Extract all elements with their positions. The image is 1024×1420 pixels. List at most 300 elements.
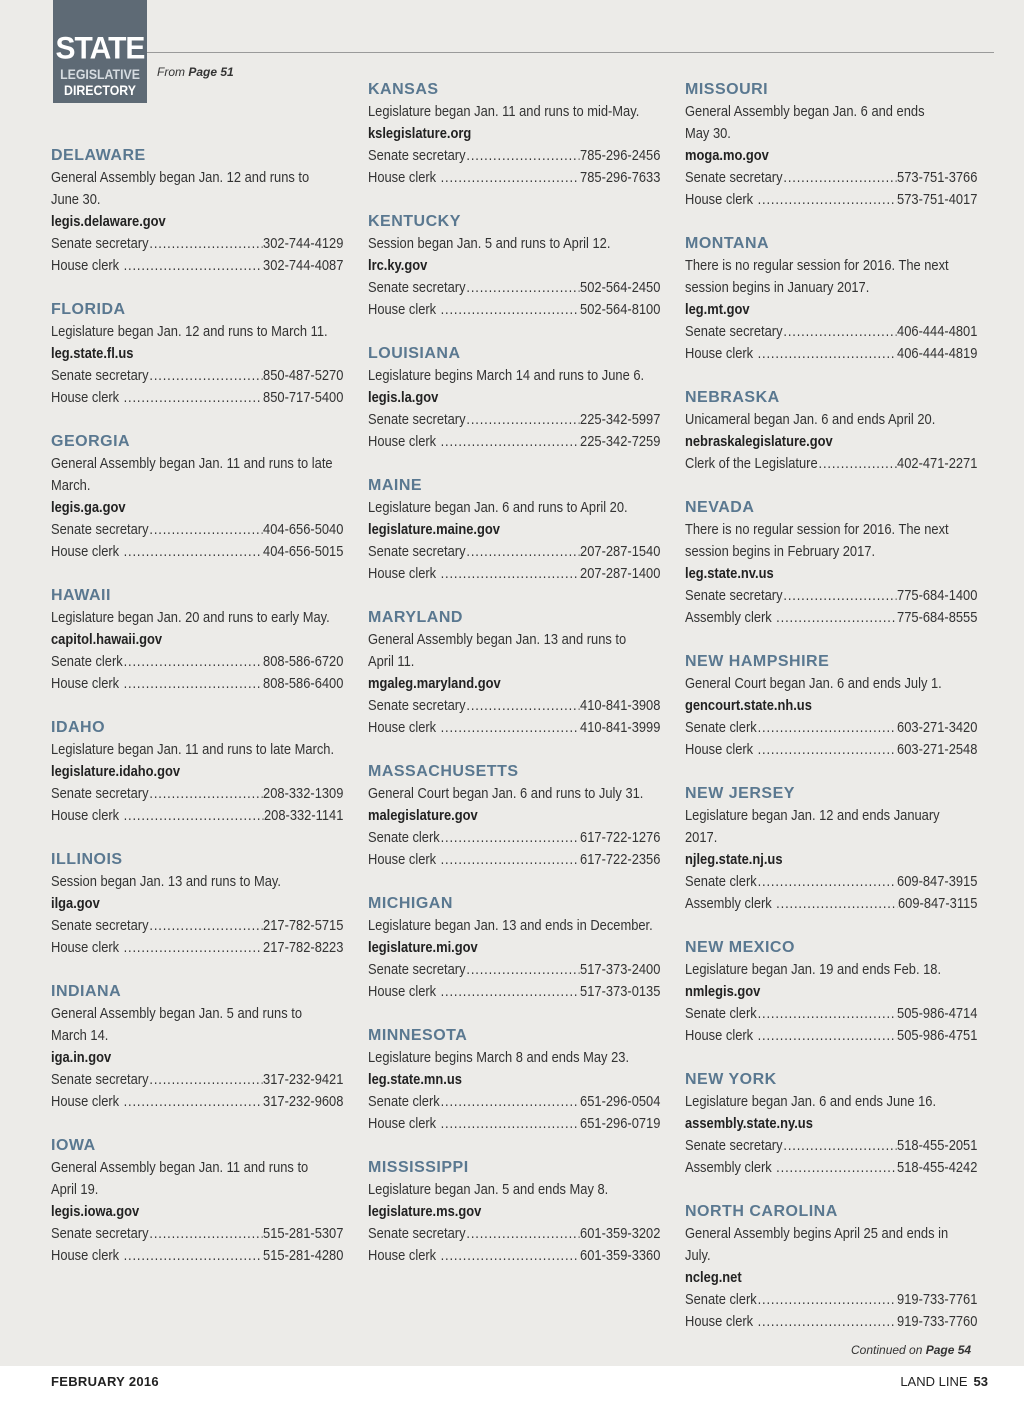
continued-prefix: Continued on <box>851 1343 923 1357</box>
contact-row <box>51 673 343 695</box>
contact-label: House clerk <box>368 565 440 582</box>
entry-spacer <box>685 1179 979 1201</box>
session-info: General Assembly began Jan. 13 and runs to <box>368 631 627 648</box>
phone-number: 775-684-1400 <box>897 587 978 604</box>
phone-number: 517-373-0135 <box>580 983 661 1000</box>
website-link[interactable]: lrc.ky.gov <box>368 257 428 274</box>
contact-label: Senate secretary <box>685 169 783 186</box>
phone-number: 609-847-3115 <box>898 895 978 912</box>
entry-spacer <box>51 695 345 717</box>
state-name: NEBRASKA <box>685 389 780 406</box>
state-name: MARYLAND <box>368 609 463 626</box>
state-name: KENTUCKY <box>368 213 461 230</box>
contact-row <box>368 959 660 981</box>
contact-label: Senate secretary <box>685 323 783 340</box>
dot-leader <box>783 585 896 607</box>
phone-number: 502-564-2450 <box>580 279 661 296</box>
contact-row <box>685 167 977 189</box>
contact-label: Senate secretary <box>51 235 149 252</box>
session-info: Legislature began Jan. 12 and runs to March 11. <box>51 323 328 340</box>
website-link[interactable]: leg.state.fl.us <box>51 345 134 362</box>
session-info: April 11. <box>368 653 415 670</box>
contact-label: House clerk <box>685 345 757 362</box>
badge-line-1: STATE <box>55 31 145 66</box>
contact-label: Senate secretary <box>51 785 149 802</box>
contact-row <box>685 1025 977 1047</box>
contact-row <box>368 409 660 431</box>
dot-leader <box>124 387 263 409</box>
entry-spacer <box>368 453 662 475</box>
phone-number: 505-986-4714 <box>897 1005 978 1022</box>
dot-leader <box>758 871 897 893</box>
contact-label: House clerk <box>368 719 440 736</box>
dot-leader <box>149 783 262 805</box>
state-name: ILLINOIS <box>51 851 123 868</box>
phone-number: 208-332-1141 <box>264 807 344 824</box>
website-link[interactable]: moga.mo.gov <box>685 147 769 164</box>
website-link[interactable]: legis.ga.gov <box>51 499 126 516</box>
state-entry <box>368 1157 662 1267</box>
phone-number: 518-455-4242 <box>897 1159 978 1176</box>
entry-spacer <box>51 409 345 431</box>
phone-number: 515-281-5307 <box>263 1225 344 1242</box>
contact-row <box>685 871 977 893</box>
session-info: There is no regular session for 2016. The next <box>685 521 949 538</box>
phone-number: 651-296-0719 <box>580 1115 661 1132</box>
state-entry <box>51 1135 345 1267</box>
dot-leader <box>783 167 896 189</box>
website-link[interactable]: nebraskalegislature.gov <box>685 433 833 450</box>
contact-label: House clerk <box>51 543 123 560</box>
dot-leader <box>124 1091 263 1113</box>
directory-column-3 <box>685 79 979 1333</box>
state-name: NEW JERSEY <box>685 785 795 802</box>
phone-number: 617-722-2356 <box>580 851 661 868</box>
contact-label: Assembly clerk <box>685 609 776 626</box>
phone-number: 775-684-8555 <box>897 609 978 626</box>
contact-row <box>685 717 977 739</box>
website-link[interactable]: mgaleg.maryland.gov <box>368 675 501 692</box>
dot-leader <box>441 167 580 189</box>
contact-label: Senate secretary <box>685 1137 783 1154</box>
website-link[interactable]: leg.state.nv.us <box>685 565 774 582</box>
session-info: General Assembly began Jan. 11 and runs to <box>51 1159 309 1176</box>
state-name: MAINE <box>368 477 423 494</box>
dot-leader <box>124 673 263 695</box>
website-link[interactable]: leg.mt.gov <box>685 301 750 318</box>
phone-number: 601-359-3360 <box>580 1247 661 1264</box>
contact-label: Senate secretary <box>368 543 466 560</box>
dot-leader <box>758 189 897 211</box>
dot-leader <box>758 1003 897 1025</box>
contact-label: Senate secretary <box>368 411 466 428</box>
contact-row <box>368 827 660 849</box>
session-info: Legislature began Jan. 13 and ends in December. <box>368 917 653 934</box>
phone-number: 515-281-4280 <box>263 1247 344 1264</box>
phone-number: 808-586-6400 <box>263 675 344 692</box>
state-name: IOWA <box>51 1137 96 1154</box>
entry-spacer <box>685 1047 979 1069</box>
phone-number: 502-564-8100 <box>580 301 661 318</box>
phone-number: 302-744-4087 <box>263 257 344 274</box>
website-link[interactable]: legislature.maine.gov <box>368 521 500 538</box>
contact-row <box>368 563 660 585</box>
session-info: Legislature began Jan. 5 and ends May 8. <box>368 1181 609 1198</box>
contact-row <box>51 1223 343 1245</box>
contact-row <box>51 1245 343 1267</box>
state-entry <box>51 431 345 563</box>
website-link[interactable]: ilga.gov <box>51 895 100 912</box>
contact-row <box>685 1003 977 1025</box>
state-entry <box>685 651 979 761</box>
contact-row <box>368 145 660 167</box>
from-page: Page 51 <box>188 65 234 79</box>
contact-row <box>51 651 343 673</box>
directory-column-2 <box>368 79 662 1267</box>
contact-row <box>51 1069 343 1091</box>
phone-number: 785-296-7633 <box>580 169 661 186</box>
contact-label: Senate secretary <box>685 587 783 604</box>
session-info: General Court began Jan. 6 and ends July 1. <box>685 675 942 692</box>
contact-row <box>368 717 660 739</box>
contact-row <box>368 849 660 871</box>
state-name: MASSACHUSETTS <box>368 763 519 780</box>
state-name: NEW HAMPSHIRE <box>685 653 830 670</box>
phone-number: 317-232-9421 <box>263 1071 344 1088</box>
entry-spacer <box>368 321 662 343</box>
website-link[interactable]: malegislature.gov <box>368 807 478 824</box>
session-info: May 30. <box>685 125 731 142</box>
dot-leader <box>149 915 262 937</box>
contact-label: House clerk <box>368 169 440 186</box>
entry-spacer <box>51 1113 345 1135</box>
state-entry <box>368 79 662 189</box>
phone-number: 573-751-3766 <box>897 169 978 186</box>
session-info: Legislature began Jan. 11 and runs to mid-May. <box>368 103 640 120</box>
contact-label: Senate secretary <box>368 1225 466 1242</box>
dot-leader <box>783 1135 896 1157</box>
dot-leader <box>758 1311 897 1333</box>
state-name: MISSOURI <box>685 81 769 98</box>
website-link[interactable]: leg.state.mn.us <box>368 1071 462 1088</box>
session-info: April 19. <box>51 1181 99 1198</box>
state-entry <box>685 79 979 211</box>
directory-column-1 <box>51 145 345 1267</box>
state-name: NEVADA <box>685 499 755 516</box>
phone-number: 651-296-0504 <box>580 1093 661 1110</box>
entry-spacer <box>368 1135 662 1157</box>
phone-number: 785-296-2456 <box>580 147 661 164</box>
entry-spacer <box>685 211 979 233</box>
contact-row <box>51 541 343 563</box>
phone-number: 410-841-3908 <box>580 697 661 714</box>
contact-label: House clerk <box>51 257 123 274</box>
session-info: Unicameral began Jan. 6 and ends April 20. <box>685 411 936 428</box>
contact-row <box>368 167 660 189</box>
website-link[interactable]: assembly.state.ny.us <box>685 1115 813 1132</box>
phone-number: 517-373-2400 <box>580 961 661 978</box>
entry-spacer <box>51 959 345 981</box>
dot-leader <box>466 277 579 299</box>
phone-number: 404-656-5015 <box>263 543 344 560</box>
entry-spacer <box>368 585 662 607</box>
session-info: 2017. <box>685 829 718 846</box>
dot-leader <box>758 343 897 365</box>
contact-label: Senate secretary <box>368 279 466 296</box>
contact-row <box>685 453 977 475</box>
dot-leader <box>758 1025 897 1047</box>
state-name: LOUISIANA <box>368 345 461 362</box>
dot-leader <box>776 893 897 915</box>
issue-date: FEBRUARY 2016 <box>51 1374 159 1389</box>
dot-leader <box>441 981 580 1003</box>
website-link[interactable]: legislature.ms.gov <box>368 1203 482 1220</box>
dot-leader <box>783 321 896 343</box>
state-entry <box>685 1201 979 1333</box>
dot-leader <box>441 717 580 739</box>
phone-number: 208-332-1309 <box>263 785 344 802</box>
website-link[interactable]: capitol.hawaii.gov <box>51 631 163 648</box>
state-name: MONTANA <box>685 235 770 252</box>
phone-number: 603-271-3420 <box>897 719 978 736</box>
state-name: MISSISSIPPI <box>368 1159 469 1176</box>
continued-page: Page 54 <box>925 1343 972 1357</box>
state-entry <box>51 981 345 1113</box>
website-link[interactable]: gencourt.state.nh.us <box>685 697 812 714</box>
dot-leader <box>441 827 580 849</box>
contact-row <box>51 365 343 387</box>
dot-leader <box>758 717 897 739</box>
state-name: NEW MEXICO <box>685 939 795 956</box>
contact-label: House clerk <box>51 1093 123 1110</box>
phone-number: 402-471-2271 <box>897 455 978 472</box>
contact-label: Senate secretary <box>51 1071 149 1088</box>
phone-number: 808-586-6720 <box>263 653 344 670</box>
phone-number: 406-444-4819 <box>897 345 978 362</box>
page-number: 53 <box>973 1374 988 1389</box>
state-entry <box>51 849 345 959</box>
contact-row <box>51 937 343 959</box>
dot-leader <box>441 1245 580 1267</box>
contact-row <box>368 1223 660 1245</box>
entry-spacer <box>685 475 979 497</box>
state-name: INDIANA <box>51 983 122 1000</box>
entry-spacer <box>368 871 662 893</box>
session-info: Legislature began Jan. 19 and ends Feb. 18. <box>685 961 942 978</box>
contact-label: Senate clerk <box>685 719 757 736</box>
entry-spacer <box>368 1003 662 1025</box>
dot-leader <box>758 1289 897 1311</box>
state-name: IDAHO <box>51 719 106 736</box>
contact-label: Senate clerk <box>685 1291 757 1308</box>
contact-row <box>368 1113 660 1135</box>
state-entry <box>685 497 979 629</box>
phone-number: 207-287-1540 <box>580 543 661 560</box>
state-entry <box>685 233 979 365</box>
entry-spacer <box>368 739 662 761</box>
session-info: Legislature began Jan. 6 and runs to April 20. <box>368 499 628 516</box>
state-entry <box>51 299 345 409</box>
phone-number: 919-733-7760 <box>897 1313 978 1330</box>
session-info: Legislature began Jan. 12 and ends January <box>685 807 940 824</box>
session-info: General Assembly begins April 25 and ends in <box>685 1225 949 1242</box>
contact-row <box>368 695 660 717</box>
phone-number: 617-722-1276 <box>580 829 661 846</box>
contact-row <box>368 431 660 453</box>
contact-row <box>368 981 660 1003</box>
website-link[interactable]: ncleg.net <box>685 1269 742 1286</box>
contact-label: House clerk <box>51 807 123 824</box>
dot-leader <box>149 1223 262 1245</box>
session-info: Session began Jan. 13 and runs to May. <box>51 873 281 890</box>
state-entry <box>685 387 979 475</box>
phone-number: 573-751-4017 <box>897 191 978 208</box>
contact-label: House clerk <box>368 1115 440 1132</box>
contact-row <box>685 1135 977 1157</box>
state-entry <box>51 717 345 827</box>
state-entry <box>368 607 662 739</box>
dot-leader <box>149 519 262 541</box>
website-link[interactable]: nmlegis.gov <box>685 983 761 1000</box>
state-entry <box>368 343 662 453</box>
state-name: FLORIDA <box>51 301 126 318</box>
contact-row <box>51 233 343 255</box>
entry-spacer <box>368 189 662 211</box>
entry-spacer <box>685 629 979 651</box>
dot-leader <box>466 541 579 563</box>
website-link[interactable]: kslegislature.org <box>368 125 472 142</box>
phone-number: 505-986-4751 <box>897 1027 978 1044</box>
contact-row <box>685 893 977 915</box>
phone-number: 207-287-1400 <box>580 565 661 582</box>
dot-leader <box>124 937 263 959</box>
contact-label: Senate secretary <box>51 1225 149 1242</box>
badge-line-2: LEGISLATIVE <box>60 66 140 82</box>
phone-number: 518-455-2051 <box>897 1137 978 1154</box>
contact-row <box>368 541 660 563</box>
state-name: KANSAS <box>368 81 439 98</box>
contact-label: Clerk of the Legislature <box>685 455 818 472</box>
website-link[interactable]: legis.la.gov <box>368 389 439 406</box>
contact-label: House clerk <box>685 1313 757 1330</box>
footer-folio <box>900 1374 988 1389</box>
contact-row <box>685 1289 977 1311</box>
dot-leader <box>124 255 263 277</box>
continued-note <box>851 1343 971 1357</box>
phone-number: 406-444-4801 <box>897 323 978 340</box>
phone-number: 302-744-4129 <box>263 235 344 252</box>
entry-spacer <box>51 563 345 585</box>
state-entry <box>51 585 345 695</box>
contact-label: Senate clerk <box>685 1005 757 1022</box>
top-rule <box>146 52 994 53</box>
dot-leader <box>466 1223 579 1245</box>
state-name: NEW YORK <box>685 1071 777 1088</box>
phone-number: 919-733-7761 <box>897 1291 978 1308</box>
website-link[interactable]: iga.in.gov <box>51 1049 112 1066</box>
contact-label: House clerk <box>685 741 757 758</box>
contact-label: House clerk <box>368 983 440 1000</box>
contact-label: House clerk <box>368 433 440 450</box>
contact-label: Assembly clerk <box>685 1159 776 1176</box>
contact-row <box>685 189 977 211</box>
phone-number: 217-782-5715 <box>263 917 344 934</box>
contact-label: Senate secretary <box>51 367 149 384</box>
dot-leader <box>441 1113 580 1135</box>
state-name: MINNESOTA <box>368 1027 468 1044</box>
session-info: General Assembly began Jan. 12 and runs to <box>51 169 310 186</box>
state-entry <box>368 893 662 1003</box>
phone-number: 317-232-9608 <box>263 1093 344 1110</box>
contact-label: House clerk <box>51 675 123 692</box>
from-prefix: From <box>157 65 185 79</box>
state-entry <box>368 1025 662 1135</box>
website-link[interactable]: legislature.mi.gov <box>368 939 478 956</box>
session-info: General Assembly began Jan. 5 and runs to <box>51 1005 302 1022</box>
state-entry <box>368 761 662 871</box>
dot-leader <box>466 695 579 717</box>
contact-label: House clerk <box>51 389 123 406</box>
contact-label: House clerk <box>51 1247 123 1264</box>
phone-number: 603-271-2548 <box>897 741 978 758</box>
website-link[interactable]: legislature.idaho.gov <box>51 763 181 780</box>
contact-label: Senate secretary <box>368 147 466 164</box>
entry-spacer <box>685 761 979 783</box>
contact-row <box>368 1245 660 1267</box>
dot-leader <box>819 453 897 475</box>
dot-leader <box>149 1069 262 1091</box>
entry-spacer <box>51 827 345 849</box>
state-entry <box>685 937 979 1047</box>
state-entry <box>685 783 979 915</box>
dot-leader <box>441 849 580 871</box>
website-link[interactable]: legis.delaware.gov <box>51 213 166 230</box>
state-entry <box>685 1069 979 1179</box>
entry-spacer <box>51 277 345 299</box>
magazine-name: LAND LINE <box>900 1374 968 1389</box>
contact-row <box>685 1157 977 1179</box>
contact-row <box>51 915 343 937</box>
dot-leader <box>124 805 264 827</box>
contact-row <box>368 1091 660 1113</box>
entry-spacer <box>685 915 979 937</box>
section-badge <box>53 0 147 103</box>
contact-row <box>685 343 977 365</box>
phone-number: 225-342-7259 <box>580 433 661 450</box>
contact-row <box>51 519 343 541</box>
session-info: Legislature began Jan. 20 and runs to early May. <box>51 609 330 626</box>
entry-spacer <box>685 365 979 387</box>
contact-row <box>685 321 977 343</box>
contact-label: House clerk <box>368 851 440 868</box>
session-info: June 30. <box>51 191 101 208</box>
session-info: Legislature began Jan. 11 and runs to late March. <box>51 741 335 758</box>
contact-row <box>685 739 977 761</box>
contact-row <box>51 805 343 827</box>
session-info: session begins in February 2017. <box>685 543 876 560</box>
session-info: March. <box>51 477 91 494</box>
state-name: NORTH CAROLINA <box>685 1203 838 1220</box>
website-link[interactable]: njleg.state.nj.us <box>685 851 783 868</box>
dot-leader <box>466 409 579 431</box>
badge-line-3: DIRECTORY <box>64 82 136 98</box>
contact-label: Senate secretary <box>51 917 149 934</box>
website-link[interactable]: legis.iowa.gov <box>51 1203 140 1220</box>
contact-label: House clerk <box>685 1027 757 1044</box>
session-info: Legislature begins March 14 and runs to June 6. <box>368 367 645 384</box>
contact-row <box>368 277 660 299</box>
contact-label: Senate secretary <box>368 961 466 978</box>
